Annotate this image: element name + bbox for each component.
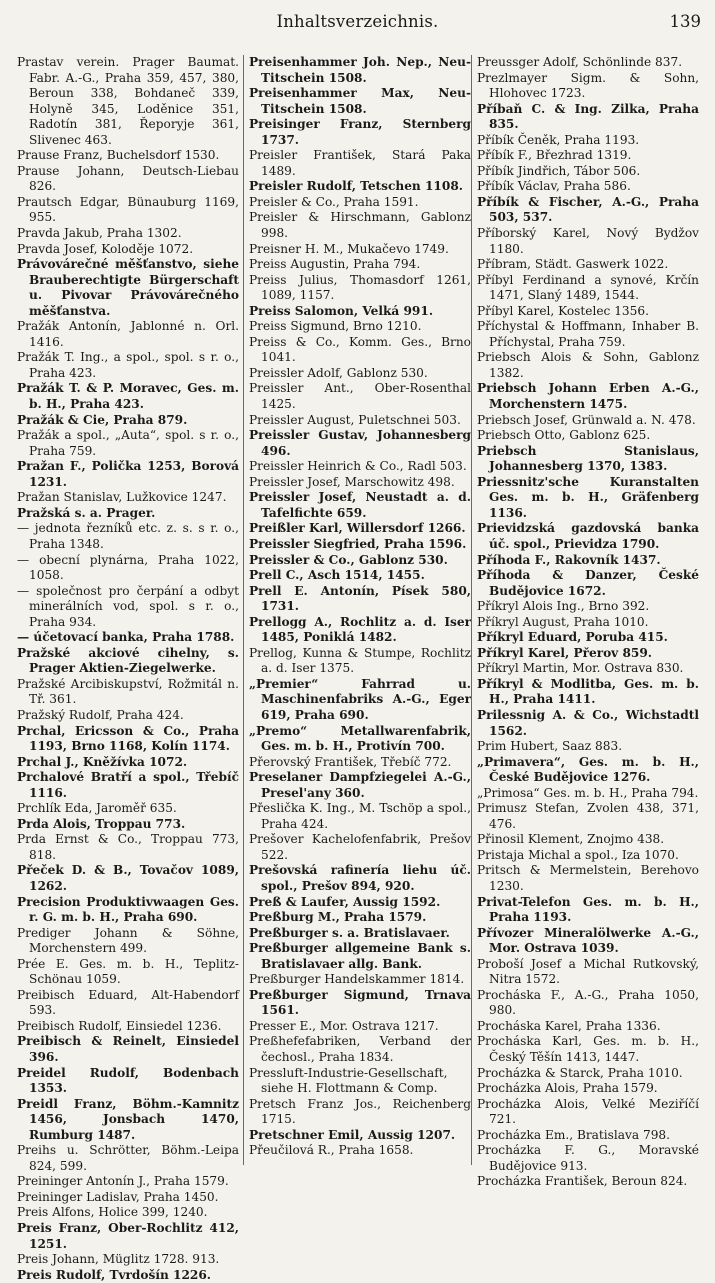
index-entry: Prešover Kachelofenfabrik, Prešov 522. bbox=[249, 832, 471, 862]
index-entry: Pressluft-Industrie-Gesellschaft, siehe H. Flottmann & Comp. bbox=[249, 1065, 448, 1096]
index-entry: Priebsch Josef, Grünwald a. N. 478. bbox=[477, 412, 696, 427]
index-entry: Pretsch Franz Jos., Reichenberg 1715. bbox=[249, 1096, 471, 1127]
index-entry: Příbík F., Březhrad 1319. bbox=[477, 148, 632, 163]
index-entry: Prešovská rafinería liehu úč. spol., Prešov 894, 920. bbox=[249, 863, 471, 893]
index-entry: Pražské Arcibiskupství, Rožmitál n. Tř. 361. bbox=[17, 676, 239, 707]
index-entry: Prediger Johann & Söhne, Morchenstern 499. bbox=[17, 925, 239, 956]
index-entry: Příborský Karel, Nový Bydžov 1180. bbox=[477, 226, 699, 256]
index-entry: Procháska Karel, Praha 1336. bbox=[477, 1018, 661, 1033]
index-entry: Preß & Laufer, Aussig 1592. bbox=[249, 894, 441, 909]
index-entry: Preisler Rudolf, Tetschen 1108. bbox=[249, 179, 464, 194]
index-column-2 bbox=[249, 55, 471, 1165]
index-entry: Preiss Julius, Thomasdorf 1261, 1089, 1157. bbox=[249, 272, 471, 303]
index-entry: Prda Ernst & Co., Troppau 773, 818. bbox=[17, 832, 239, 862]
index-entry: Preissler & Co., Gablonz 530. bbox=[249, 552, 448, 567]
index-entry: Preßburger Sigmund, Trnava 1561. bbox=[249, 987, 471, 1018]
index-entry: Preibisch Eduard, Alt-Habendorf 593. bbox=[17, 987, 239, 1018]
index-entry: Preisenhammer Max, Neu-Titschein 1508. bbox=[249, 86, 471, 116]
index-entry: Příkryl Karel, Přerov 859. bbox=[477, 645, 653, 660]
index-entry: Příbyl Ferdinand a synové, Krčín 1471, Slaný 1489, 1544. bbox=[477, 272, 699, 303]
index-entry: Pražák & Cie, Praha 879. bbox=[17, 412, 188, 427]
index-entry: Pražská s. a. Prager. bbox=[17, 505, 156, 520]
index-entry: Procháska F., A.-G., Praha 1050, 980. bbox=[477, 987, 699, 1018]
index-entry: „Premo“ Metallwarenfabrik, Ges. m. b. H., Protivín 700. bbox=[249, 723, 471, 754]
index-entry: Příbík Václav, Praha 586. bbox=[477, 179, 631, 194]
index-entry: Příhoda & Danzer, České Budějovice 1672. bbox=[477, 568, 699, 598]
index-entry: Preisler & Hirschmann, Gablonz 998. bbox=[249, 210, 471, 241]
index-entry: Prautsch Edgar, Bünauburg 1169, 955. bbox=[17, 194, 239, 225]
index-entry: Preisler František, Stará Paka 1489. bbox=[249, 148, 471, 178]
index-entry: Příkryl & Modlitba, Ges. m. b. H., Praha 1411. bbox=[477, 676, 699, 707]
index-entry: Příbík & Fischer, A.-G., Praha 503, 537. bbox=[477, 194, 699, 225]
index-entry: Pražák T. & P. Moravec, Ges. m. b. H., Praha 423. bbox=[17, 381, 239, 412]
index-entry: Prellogg A., Rochlitz a. d. Iser 1485, Poniklá 1482. bbox=[249, 614, 471, 645]
index-entry: Preisner H. M., Mukačevo 1749. bbox=[249, 241, 449, 256]
index-entry: Pražák T. Ing., a spol., spol. s r. o., Praha 423. bbox=[17, 350, 239, 380]
index-entry: Priebsch Johann Erben A.-G., Morchenstern 1475. bbox=[477, 381, 699, 412]
index-entry: Příbík Jindřich, Tábor 506. bbox=[477, 163, 641, 178]
index-entry: Příbík Čeněk, Praha 1193. bbox=[477, 132, 640, 147]
index-entry: Přerovský František, Třebíč 772. bbox=[249, 754, 452, 769]
column-divider bbox=[471, 55, 472, 1165]
index-entry: Pretschner Emil, Aussig 1207. bbox=[249, 1127, 456, 1142]
index-entry: Prellog, Kunna & Stumpe, Rochlitz a. d. Iser 1375. bbox=[249, 645, 471, 676]
index-entry: Preissler Josef, Neustadt a. d. Tafelfichte 659. bbox=[249, 490, 471, 520]
index-entry: Preßburger allgemeine Bank s. Bratislavaer allg. Bank. bbox=[249, 941, 471, 971]
index-entry: Preßburger Handelskammer 1814. bbox=[249, 972, 465, 987]
index-entry: Prezlmayer Sigm. & Sohn, Hlohovec 1723. bbox=[477, 70, 699, 101]
index-entry: Prchlík Eda, Jaroměř 635. bbox=[17, 801, 177, 816]
index-entry: Preis Johann, Müglitz 1728. 913. bbox=[17, 1252, 220, 1267]
index-entry: Příkryl Eduard, Poruba 415. bbox=[477, 630, 668, 645]
index-entry: Preiss Sigmund, Brno 1210. bbox=[249, 319, 422, 334]
index-entry: Preussger Adolf, Schönlinde 837. bbox=[477, 55, 683, 69]
index-entry: Preissler Josef, Marschowitz 498. bbox=[249, 474, 455, 489]
index-entry: Preis Alfons, Holice 399, 1240. bbox=[17, 1205, 208, 1220]
index-entry: Preissler Gustav, Johannesberg 496. bbox=[249, 428, 471, 458]
index-entry: Priebsch Otto, Gablonz 625. bbox=[477, 428, 651, 443]
page-number: 139 bbox=[669, 12, 701, 31]
index-entry: „Primosa“ Ges. m. b. H., Praha 794. bbox=[477, 785, 699, 800]
index-entry: Prilessnig A. & Co., Wichstadtl 1562. bbox=[477, 707, 699, 738]
index-entry: Preßburger s. a. Bratislavaer. bbox=[249, 925, 450, 940]
index-entry: Pražský Rudolf, Praha 424. bbox=[17, 707, 184, 722]
index-entry: Preibisch & Reinelt, Einsiedel 396. bbox=[17, 1034, 239, 1064]
index-entry: Prell C., Asch 1514, 1455. bbox=[249, 568, 425, 583]
index-entry: Příkryl August, Praha 1010. bbox=[477, 614, 649, 629]
index-column-3 bbox=[477, 55, 699, 1189]
index-entry: — obecní plynárna, Praha 1022, 1058. bbox=[17, 552, 239, 583]
index-entry: — jednota řezníků etc. z. s. s r. o., Praha 1348. bbox=[17, 521, 239, 551]
index-entry: Preiss Salomon, Velká 991. bbox=[249, 303, 434, 318]
index-entry: Preidl Franz, Böhm.-Kamnitz 1456, Jonsbach 1470, Rumburg 1487. bbox=[17, 1096, 239, 1142]
index-entry: Preisenhammer Joh. Nep., Neu-Titschein 1508. bbox=[249, 55, 471, 85]
index-entry: Příbyl Karel, Kostelec 1356. bbox=[477, 303, 649, 318]
index-entry: Privat-Telefon Ges. m. b. H., Praha 1193. bbox=[477, 894, 699, 925]
index-entry: „Primavera“, Ges. m. b. H., České Budějovice 1276. bbox=[477, 754, 699, 785]
index-entry: Přeček D. & B., Tovačov 1089, 1262. bbox=[17, 863, 239, 893]
index-entry: Priebsch Stanislaus, Johannesberg 1370, 1383. bbox=[477, 443, 699, 474]
index-columns bbox=[17, 55, 705, 1282]
index-entry: Prchal, Ericsson & Co., Praha 1193, Brno 1168, Kolín 1174. bbox=[17, 723, 239, 754]
index-entry: Preininger Ladislav, Praha 1450. bbox=[17, 1189, 219, 1204]
column-divider bbox=[243, 55, 244, 1165]
index-entry: Příkryl Alois Ing., Brno 392. bbox=[477, 599, 650, 614]
index-entry: Precision Produktivwaagen Ges. r. G. m. b. H., Praha 690. bbox=[17, 894, 239, 925]
index-entry: „Premier“ Fahrrad u. Maschinenfabriks A.-G., Eger 619, Praha 690. bbox=[249, 676, 471, 722]
index-entry: Presser E., Mor. Ostrava 1217. bbox=[249, 1018, 439, 1033]
index-entry: Přinosil Klement, Znojmo 438. bbox=[477, 832, 665, 847]
index-entry: Prell E. Antonín, Písek 580, 1731. bbox=[249, 583, 471, 614]
index-entry: Preiss & Co., Komm. Ges., Brno 1041. bbox=[249, 334, 471, 365]
index-entry: Procháska Karl, Ges. m. b. H., Český Těšín 1413, 1447. bbox=[477, 1034, 699, 1064]
index-entry: Procházka & Starck, Praha 1010. bbox=[477, 1065, 683, 1080]
index-entry: Pravda Jakub, Praha 1302. bbox=[17, 226, 182, 241]
index-entry: Preißler Karl, Willersdorf 1266. bbox=[249, 521, 466, 536]
index-entry: Preissler August, Puletschnei 503. bbox=[249, 412, 461, 427]
index-entry: Pražák Antonín, Jablonné n. Orl. 1416. bbox=[17, 319, 239, 349]
index-entry: Pražan Stanislav, Lužkovice 1247. bbox=[17, 490, 227, 505]
index-entry: Procházka Em., Bratislava 798. bbox=[477, 1127, 671, 1142]
index-entry: Priebsch Alois & Sohn, Gablonz 1382. bbox=[477, 350, 699, 380]
index-entry: Příbaň C. & Ing. Zilka, Praha 835. bbox=[477, 101, 699, 132]
index-entry: Prchalové Bratří a spol., Třebíč 1116. bbox=[17, 770, 239, 800]
index-entry: Procházka Alois, Velké Meziříčí 721. bbox=[477, 1096, 699, 1127]
index-entry: Přeslička K. Ing., M. Tschöp a spol., Praha 424. bbox=[249, 801, 471, 831]
index-entry: Procházka František, Beroun 824. bbox=[477, 1174, 688, 1189]
index-entry: Pražan F., Polička 1253, Borová 1231. bbox=[17, 459, 239, 489]
index-entry: Preissler Ant., Ober-Rosenthal 1425. bbox=[249, 381, 471, 412]
index-entry: Preissler Heinrich & Co., Radl 503. bbox=[249, 459, 467, 474]
index-entry: Prievidzská gazdovská banka úč. spol., Prievidza 1790. bbox=[477, 521, 699, 551]
index-entry: Příbram, Städt. Gaswerk 1022. bbox=[477, 257, 669, 272]
index-entry: Pravda Josef, Koloděje 1072. bbox=[17, 241, 194, 256]
index-entry: — společnost pro čerpání a odbyt minerálních vod, spol. s r. o., Praha 934. bbox=[17, 583, 239, 629]
page-title: Inhaltsverzeichnis. bbox=[276, 12, 439, 31]
index-entry: Pražské akciové cihelny, s. Prager Aktien-Ziegelwerke. bbox=[17, 645, 239, 676]
index-entry: Prée E. Ges. m. b. H., Teplitz-Schönau 1059. bbox=[17, 956, 239, 987]
index-entry: Priessnitz'sche Kuranstalten Ges. m. b. H., Gräfenberg 1136. bbox=[477, 474, 699, 520]
index-entry: Preßhefefabriken, Verband der čechosl., Praha 1834. bbox=[249, 1034, 471, 1064]
index-entry: Preihs u. Schrötter, Böhm.-Leipa 824, 599. bbox=[17, 1143, 239, 1173]
index-entry: Pražák a spol., „Auta“, spol. s r. o., Praha 759. bbox=[17, 428, 239, 458]
index-entry: Procházka F. G., Moravské Budějovice 913. bbox=[477, 1143, 699, 1173]
index-entry: Prause Franz, Buchelsdorf 1530. bbox=[17, 148, 220, 163]
index-entry: Prim Hubert, Saaz 883. bbox=[477, 739, 623, 754]
index-column-1 bbox=[17, 55, 239, 1282]
index-entry: Pritsch & Mermelstein, Berehovo 1230. bbox=[477, 863, 699, 893]
index-entry: Preisinger Franz, Sternberg 1737. bbox=[249, 117, 471, 147]
index-entry: Právovárečné měšťanstvo, siehe Brauberechtigte Bürgerschaft u. Pivovar Právovárečného měšťanstva. bbox=[17, 257, 239, 318]
index-entry: — účetovací banka, Praha 1788. bbox=[17, 630, 235, 645]
index-entry: Prause Johann, Deutsch-Liebau 826. bbox=[17, 163, 239, 194]
index-entry: Pristaja Michal a spol., Iza 1070. bbox=[477, 847, 679, 862]
index-entry: Preßburg M., Praha 1579. bbox=[249, 910, 427, 925]
index-entry: Prchal J., Kněžívka 1072. bbox=[17, 754, 188, 769]
page-header bbox=[0, 6, 715, 36]
index-entry: Preiss Augustin, Praha 794. bbox=[249, 257, 421, 272]
index-entry: Preissler Adolf, Gablonz 530. bbox=[249, 365, 428, 380]
index-entry: Příhoda F., Rakovník 1437. bbox=[477, 552, 661, 567]
index-entry: Preis Rudolf, Tvrdošín 1226. bbox=[17, 1267, 212, 1282]
index-entry: Příchystal & Hoffmann, Inhaber B. Příchystal, Praha 759. bbox=[477, 319, 699, 349]
index-entry: Preibisch Rudolf, Einsiedel 1236. bbox=[17, 1018, 222, 1033]
index-entry: Přeučilová R., Praha 1658. bbox=[249, 1143, 414, 1158]
index-entry: Preidel Rudolf, Bodenbach 1353. bbox=[17, 1065, 239, 1096]
index-entry: Preis Franz, Ober-Rochlitz 412, 1251. bbox=[17, 1221, 239, 1251]
index-entry: Přívozer Mineralölwerke A.-G., Mor. Ostrava 1039. bbox=[477, 925, 699, 956]
index-entry: Proboší Josef a Michal Rutkovský, Nitra 1572. bbox=[477, 956, 699, 987]
index-entry: Preininger Antonín J., Praha 1579. bbox=[17, 1174, 229, 1189]
index-entry: Preisler & Co., Praha 1591. bbox=[249, 194, 419, 209]
index-entry: Procházka Alois, Praha 1579. bbox=[477, 1081, 658, 1096]
index-entry: Prastav verein. Prager Baumat. Fabr. A.-G., Praha 359, 457, 380, Beroun 338, Bohdaneč 339, Holyně 345, Loděnice 351, Radotín 381, Řeporyje 361, Slivenec 463. bbox=[17, 55, 239, 147]
index-entry: Prda Alois, Troppau 773. bbox=[17, 816, 186, 831]
index-entry: Preissler Siegfried, Praha 1596. bbox=[249, 536, 467, 551]
index-entry: Příkryl Martin, Mor. Ostrava 830. bbox=[477, 661, 684, 676]
index-entry: Primusz Stefan, Zvolen 438, 371, 476. bbox=[477, 801, 699, 831]
index-entry: Preselaner Dampfziegelei A.-G., Presel'any 360. bbox=[249, 770, 471, 800]
